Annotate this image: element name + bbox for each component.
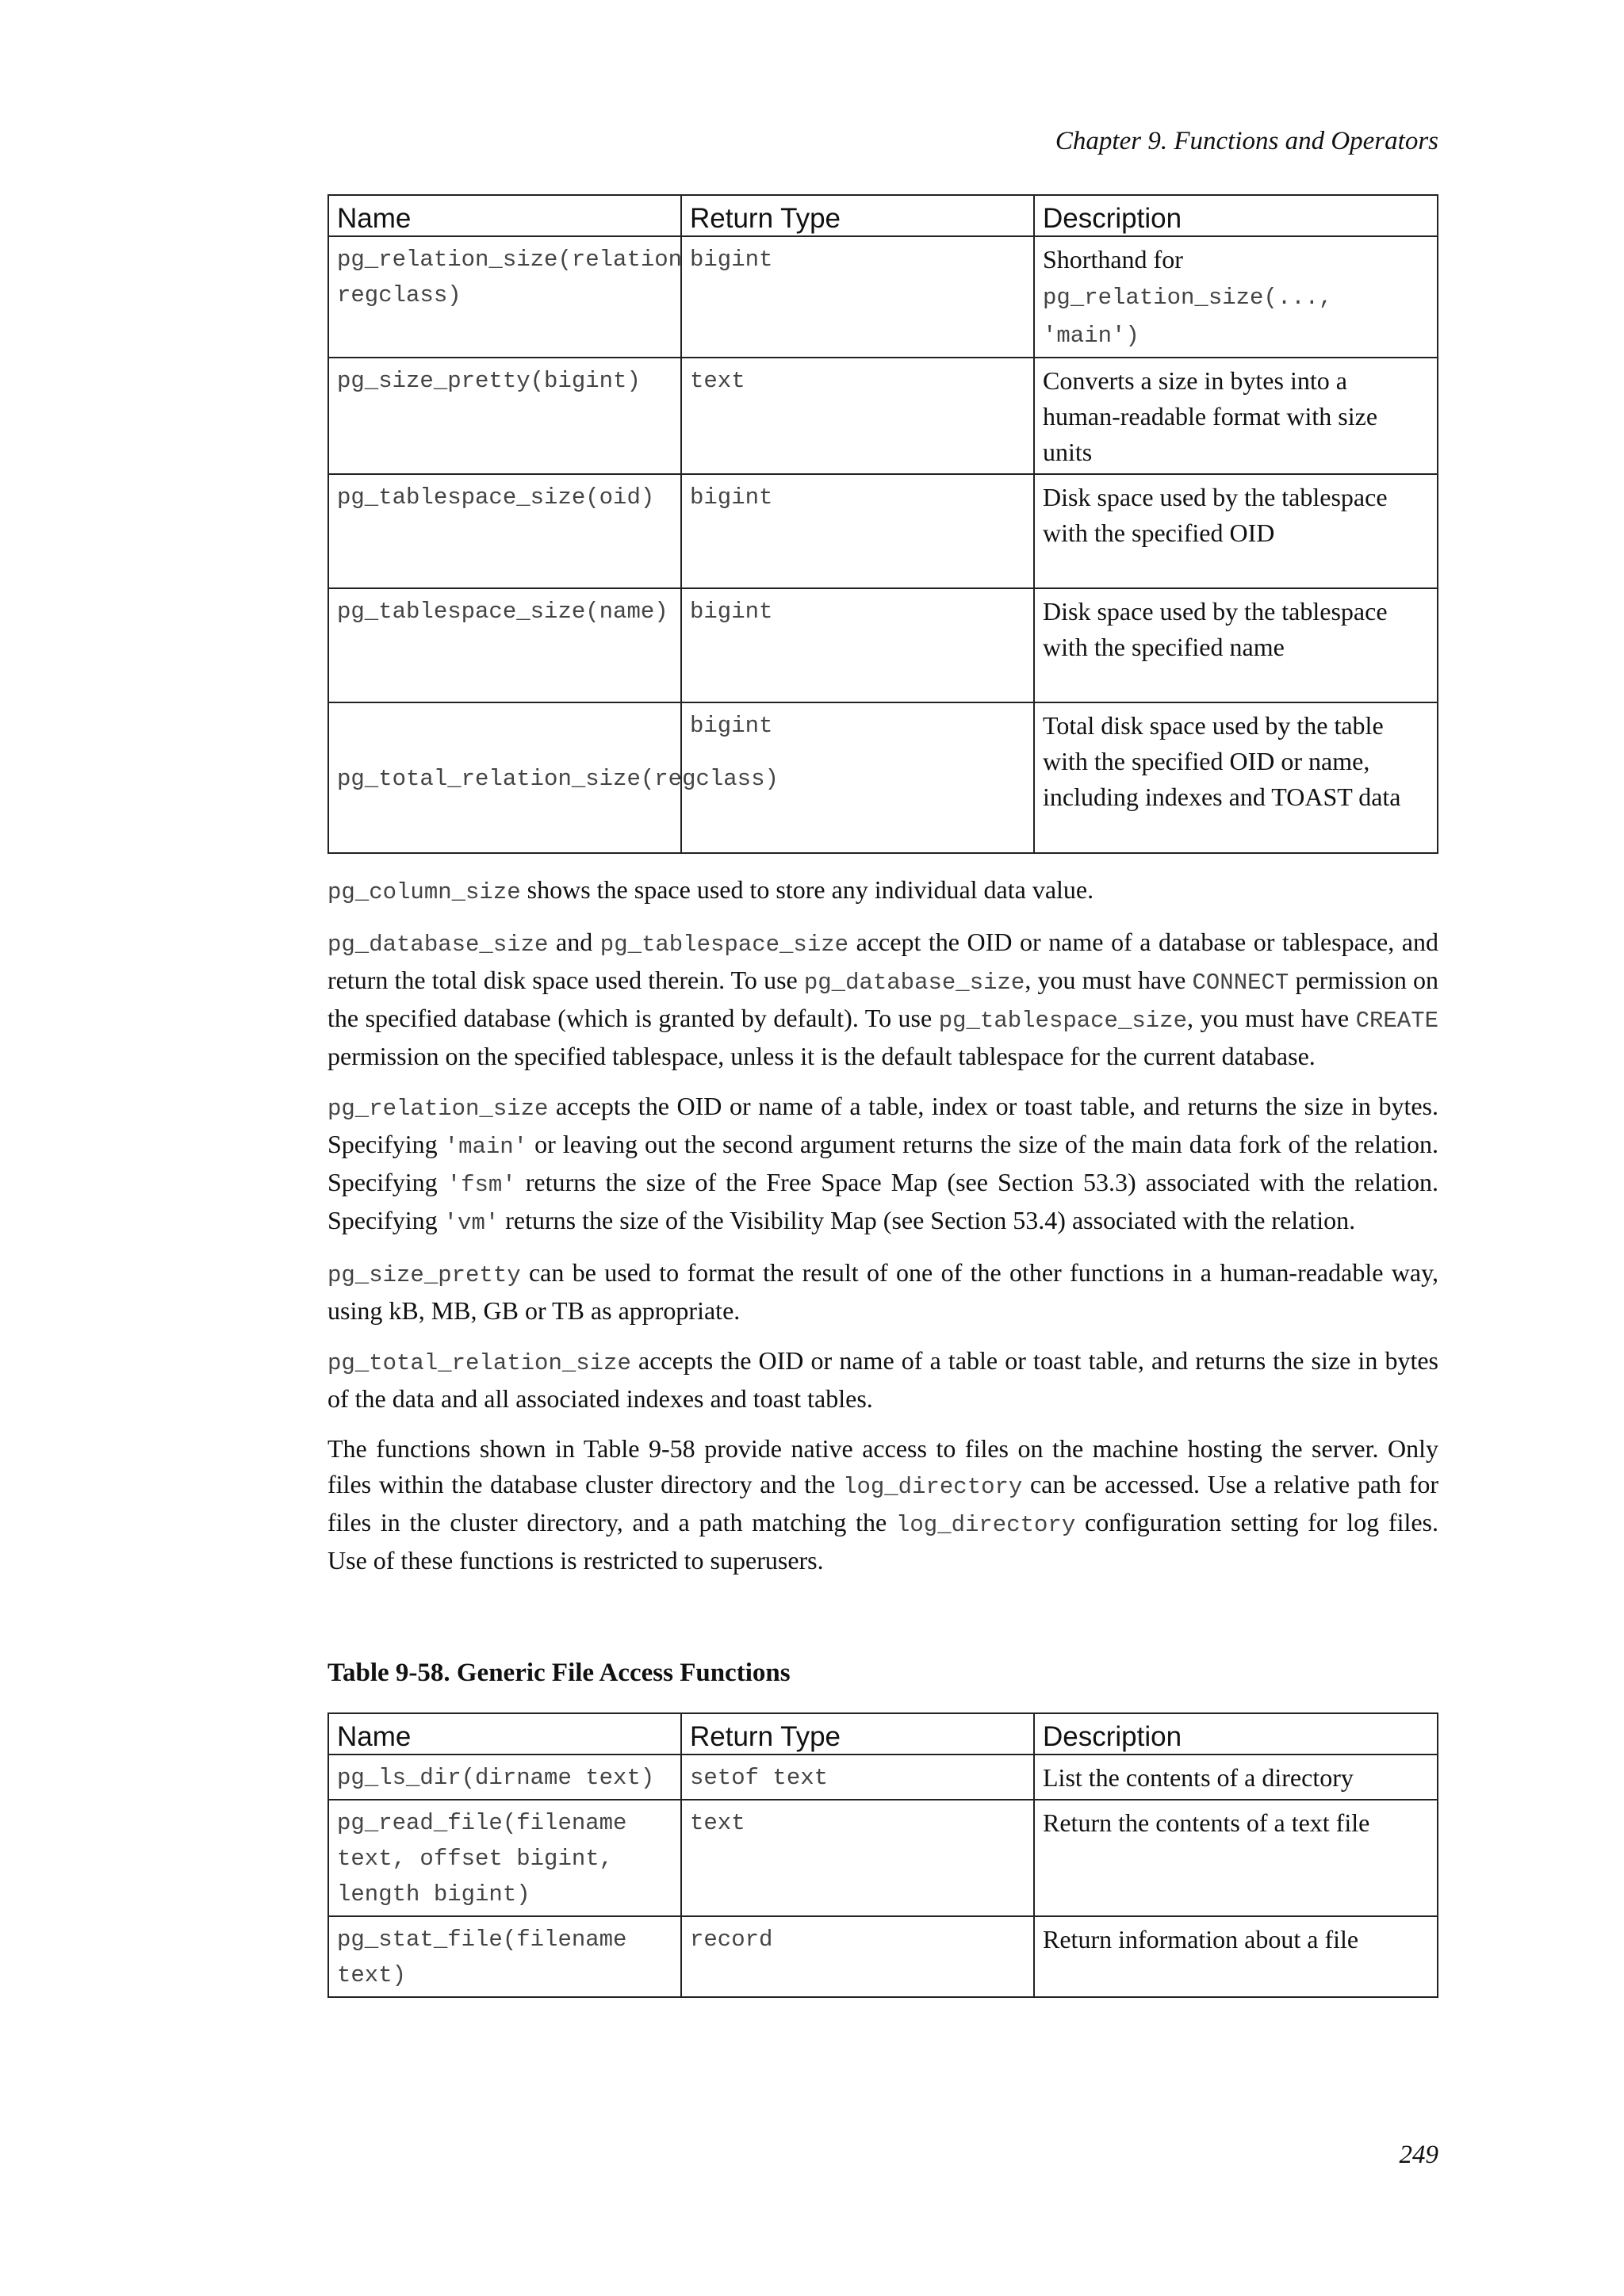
running-header: Chapter 9. Functions and Operators: [1055, 127, 1438, 155]
column-header-name: Name: [328, 195, 681, 236]
return-type: record: [681, 1916, 1034, 1997]
table-size-functions: [327, 194, 1438, 854]
table-header-row: [328, 195, 1438, 236]
function-name: pg_total_relation_size(regclass): [328, 702, 681, 853]
return-type: setof text: [681, 1755, 1034, 1800]
function-name: pg_tablespace_size(name): [328, 588, 681, 702]
column-header-name: Name: [328, 1713, 681, 1755]
function-name: pg_ls_dir(dirname text): [328, 1755, 681, 1800]
description-text: Shorthand for: [1043, 245, 1183, 274]
column-header-description: Description: [1034, 195, 1438, 236]
function-name: pg_tablespace_size(oid): [328, 474, 681, 588]
function-description: Return information about a file: [1034, 1916, 1438, 1997]
function-description: Total disk space used by the table with the specified OID or name, including indexes and TOAST data: [1034, 702, 1438, 853]
paragraph-total-relation-size: pg_total_relation_size accepts the OID or name of a table or toast table, and returns the size in bytes of the data and all associated indexes and toast tables.: [327, 1346, 1438, 1413]
function-name: pg_size_pretty(bigint): [328, 358, 681, 474]
return-type: bigint: [681, 702, 1034, 853]
function-name: pg_read_file(filename text, offset bigint, length bigint): [328, 1800, 681, 1916]
table-row: [328, 1916, 1438, 1997]
page-number: 249: [1399, 2141, 1438, 2169]
table-caption: [327, 1655, 1438, 1691]
function-name: pg_relation_size(relation regclass): [328, 236, 681, 358]
paragraph-column-size: pg_column_size shows the space used to store any individual data value.: [327, 875, 1094, 905]
column-header-return-type: Return Type: [681, 1713, 1034, 1755]
table-row: [328, 474, 1438, 588]
column-header-return-type: Return Type: [681, 195, 1034, 236]
table-header-row: [328, 1713, 1438, 1755]
function-description: List the contents of a directory: [1034, 1755, 1438, 1800]
description-code: pg_relation_size(..., 'main'): [1043, 285, 1333, 349]
function-description: Return the contents of a text file: [1034, 1800, 1438, 1916]
paragraph-database-size: pg_database_size and pg_tablespace_size accept the OID or name of a database or tablespace, and return the total disk space used therein. To use pg_database_size, you must have CONNECT permission on the specified database (which is granted by default). To use pg_tablespace_size, you must have CREATE permission on the specified tablespace, unless it is the default tablespace for the current database.: [327, 928, 1439, 1070]
table-row: [328, 358, 1438, 474]
function-description: Converts a size in bytes into a human-readable format with size units: [1034, 358, 1438, 474]
table-row: [328, 588, 1438, 702]
body-text: [327, 872, 1438, 1593]
table-row: [328, 236, 1438, 358]
paragraph-size-pretty: pg_size_pretty can be used to format the result of one of the other functions in a human-readable way, using kB, MB, GB or TB as appropriate.: [327, 1258, 1438, 1325]
paragraph-file-access: The functions shown in Table 9-58 provide native access to files on the machine hosting the server. Only files within the database cluster directory and the log_directory can be accessed. Use a relative path for files in the cluster directory, and a path matching the log_directory configuration setting for log files. Use of these functions is restricted to superusers.: [327, 1434, 1439, 1575]
paragraph-relation-size: pg_relation_size accepts the OID or name of a table, index or toast table, and returns the size in bytes. Specifying 'main' or leaving out the second argument returns the size of the main data fork of the relation. Specifying 'fsm' returns the size of the Free Space Map (see Section 53.3) associated with the relation. Specifying 'vm' returns the size of the Visibility Map (see Section 53.4) associated with the relation.: [327, 1092, 1439, 1236]
table-caption-text: Table 9-58. Generic File Access Functions: [327, 1659, 791, 1687]
function-description: Disk space used by the tablespace with the specified name: [1034, 588, 1438, 702]
table-row: [328, 1755, 1438, 1800]
return-type: text: [681, 1800, 1034, 1916]
function-name: pg_stat_file(filename text): [328, 1916, 681, 1997]
function-description: [1034, 236, 1438, 358]
return-type: text: [681, 358, 1034, 474]
table-row: [328, 1800, 1438, 1916]
return-type: bigint: [681, 588, 1034, 702]
column-header-description: Description: [1034, 1713, 1438, 1755]
return-type: bigint: [681, 236, 1034, 358]
return-type: bigint: [681, 474, 1034, 588]
table-file-access-functions: [327, 1712, 1438, 1998]
table-row: [328, 702, 1438, 853]
function-description: Disk space used by the tablespace with the specified OID: [1034, 474, 1438, 588]
